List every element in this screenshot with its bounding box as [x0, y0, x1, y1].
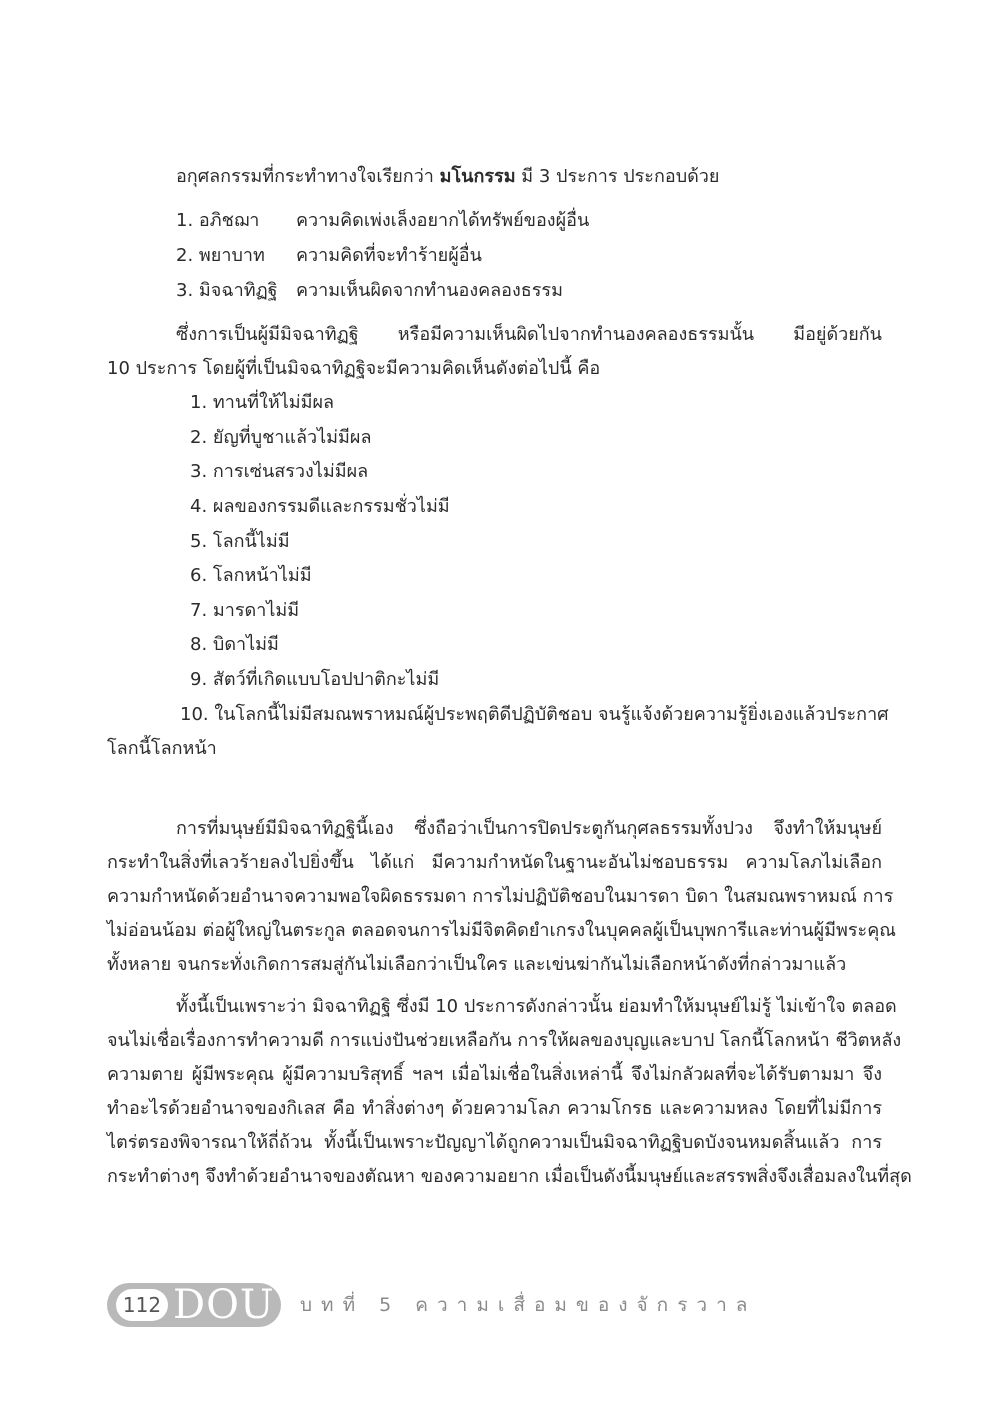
view-item: 7. มารดาไม่มี	[190, 600, 300, 621]
view-item: 5. โลกนี้ไม่มี	[190, 531, 290, 552]
paragraph-line: ไตร่ตรองพิจารณาให้ถี่ถ้วน ทั้งนี้เป็นเพราะปัญญาได้ถูกความเป็นมิจฉาทิฏฐิบดบังจนหมดสิ้นแล้ว การ	[107, 1132, 882, 1153]
view-item: 4. ผลของกรรมดีและกรรมชั่วไม่มี	[190, 496, 450, 517]
view-item: 1. ทานที่ให้ไม่มีผล	[190, 392, 335, 413]
paragraph-line: การที่มนุษย์มีมิจฉาทิฏฐินี้เอง ซึ่งถือว่าเป็นการปิดประตูกันกุศลธรรมทั้งปวง จึงทำให้มนุษย์	[176, 818, 882, 839]
item-term: พยาบาท	[198, 245, 265, 266]
intro-bold-term: มโนกรรม	[439, 166, 516, 187]
view-item: 2. ยัญที่บูชาแล้วไม่มีผล	[190, 427, 372, 448]
paragraph-line: ทั้งหลาย จนกระทั่งเกิดการสมสู่กันไม่เลือกว่าเป็นใคร และเข่นฆ่ากันไม่เลือกหน้าดังที่กล่าวมาแล้ว	[107, 954, 847, 975]
item-term: มิจฉาทิฏฐิ	[198, 280, 278, 301]
item-definition: ความคิดที่จะทำร้ายผู้อื่น	[296, 245, 482, 266]
item-term: อภิชฌา	[198, 210, 260, 231]
paragraph-line: ความกำหนัดด้วยอำนาจความพอใจผิดธรรมดา การไม่ปฏิบัติชอบในมารดา บิดา ในสมณพราหมณ์ การ	[107, 886, 894, 907]
manokamma-item	[176, 244, 876, 268]
chapter-title: บทที่ 5 ความเสื่อมของจักรวาล	[300, 1294, 757, 1316]
paragraph-line: ความตาย ผู้มีพระคุณ ผู้มีความบริสุทธิ์ ฯลฯ เมื่อไม่เชื่อในสิ่งเหล่านี้ จึงไม่กลัวผลที่จะได้รับตามมา จึง	[107, 1064, 882, 1085]
intro-after: มี 3 ประการ ประกอบด้วย	[515, 166, 720, 187]
page-number: 112	[116, 1289, 168, 1321]
item-number: 3.	[176, 280, 194, 301]
dou-logo: DOU	[173, 1282, 275, 1328]
view-item: 9. สัตว์ที่เกิดแบบโอปปาติกะไม่มี	[190, 669, 440, 690]
view-item: 8. บิดาไม่มี	[190, 634, 279, 655]
paragraph-line: จนไม่เชื่อเรื่องการทำความดี การแบ่งปันช่วยเหลือกัน การให้ผลของบุญและบาป โลกนี้โลกหน้า ชีวิตหลัง	[107, 1030, 902, 1051]
item-definition: ความคิดเพ่งเล็งอยากได้ทรัพย์ของผู้อื่น	[296, 210, 590, 231]
paragraph-line: ทั้งนี้เป็นเพราะว่า มิจฉาทิฏฐิ ซึ่งมี 10 ประการดังกล่าวนั้น ย่อมทำให้มนุษย์ไม่รู้ ไม่เข้าใจ ตลอด	[176, 996, 897, 1017]
view-item-continuation: โลกนี้โลกหน้า	[107, 738, 217, 759]
item-number: 1.	[176, 210, 194, 231]
paragraph-line: ทำอะไรด้วยอำนาจของกิเลส คือ ทำสิ่งต่างๆ ด้วยความโลภ ความโกรธ และความหลง โดยที่ไม่มีการ	[107, 1098, 882, 1119]
paragraph-line: 10 ประการ โดยผู้ที่เป็นมิจฉาทิฏฐิจะมีความคิดเห็นดังต่อไปนี้ คือ	[107, 358, 601, 379]
item-number: 2.	[176, 245, 194, 266]
manokamma-item	[176, 209, 876, 233]
view-item: 6. โลกหน้าไม่มี	[190, 565, 312, 586]
intro-before: อกุศลกรรมที่กระทำทางใจเรียกว่า	[176, 166, 440, 187]
paragraph-line: กระทำต่างๆ จึงทำด้วยอำนาจของตัณหา ของความอยาก เมื่อเป็นดังนี้มนุษย์และสรรพสิ่งจึงเสื่อมลงในที่สุด	[107, 1166, 912, 1187]
item-definition: ความเห็นผิดจากทำนองคลองธรรม	[296, 280, 563, 301]
paragraph-line: กระทำในสิ่งที่เลวร้ายลงไปยิ่งขึ้น ได้แก่ มีความกำหนัดในฐานะอันไม่ชอบธรรม ความโลภไม่เลือก	[107, 852, 882, 873]
paragraph-line: ซึ่งการเป็นผู้มีมิจฉาทิฏฐิ หรือมีความเห็นผิดไปจากทำนองคลองธรรมนั้น มีอยู่ด้วยกัน	[176, 324, 882, 345]
view-item: 10. ในโลกนี้ไม่มีสมณพราหมณ์ผู้ประพฤติดีปฏิบัติชอบ จนรู้แจ้งด้วยความรู้ยิ่งเองแล้วประกาศ	[180, 704, 889, 725]
view-item: 3. การเซ่นสรวงไม่มีผล	[190, 461, 369, 482]
footer-badge	[107, 1283, 281, 1327]
paragraph-line: ไม่อ่อนน้อม ต่อผู้ใหญ่ในตระกูล ตลอดจนการไม่มีจิตคิดยำเกรงในบุคคลผู้เป็นบุพการีและท่านผู้มีพระคุณ	[107, 920, 896, 941]
intro-line	[176, 165, 719, 189]
manokamma-item	[176, 279, 876, 303]
